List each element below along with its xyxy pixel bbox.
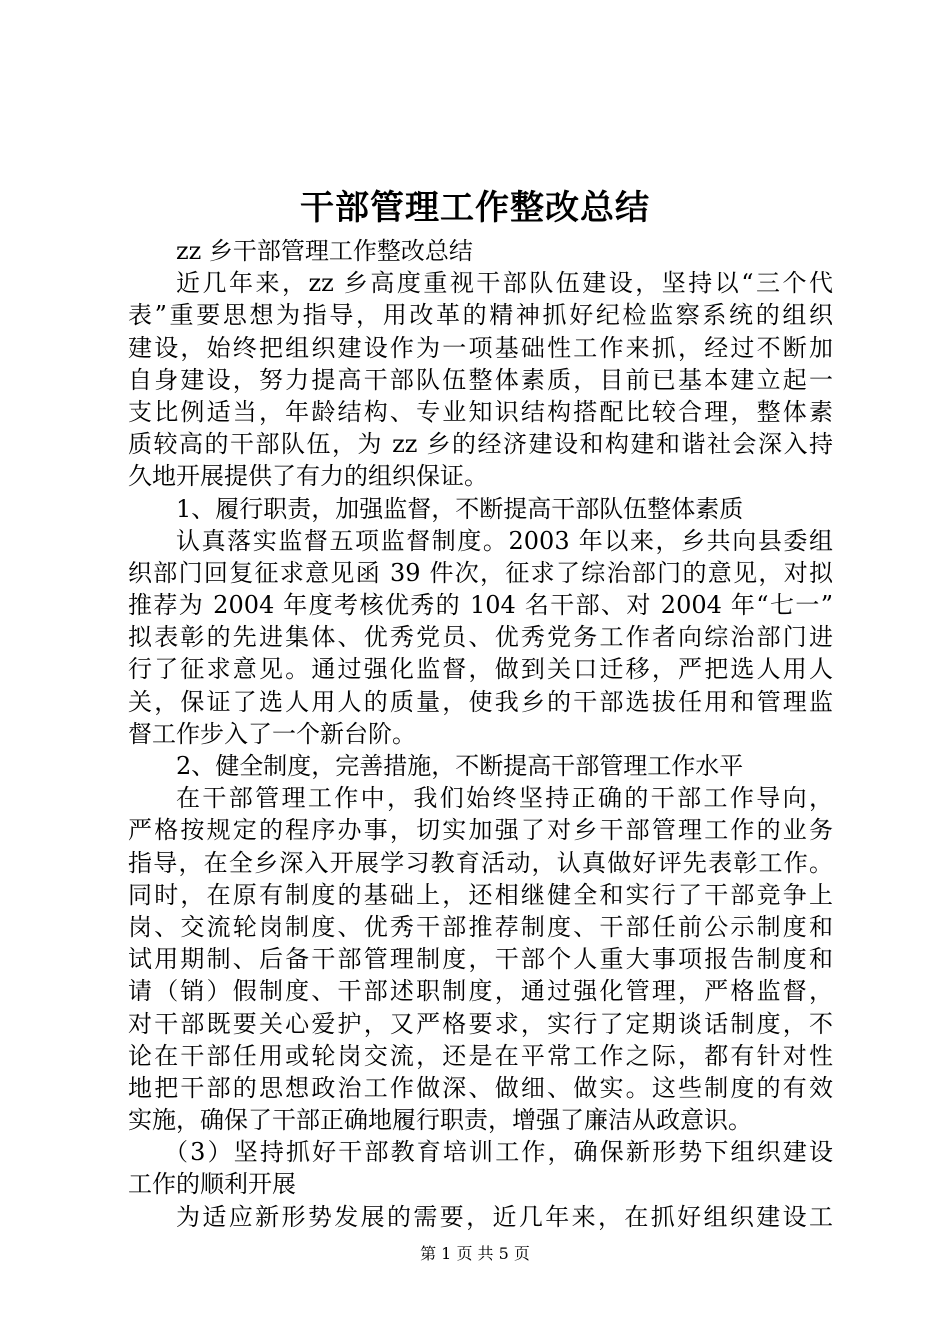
text-line: 自身建设，努力提高干部队伍整体素质，目前已基本建立起一 (128, 365, 833, 394)
text-line: 织部门回复征求意见函 39 件次，征求了综治部门的意见，对拟 (128, 558, 833, 587)
text-line: 试用期制、后备干部管理制度，干部个人重大事项报告制度和 (128, 945, 833, 974)
text-line: 认真落实监督五项监督制度。2003 年以来，乡共向县委组 (176, 526, 833, 555)
text-line: 请（销）假制度、干部述职制度，通过强化管理，严格监督， (128, 977, 833, 1006)
text-line: 关，保证了选人用人的质量，使我乡的干部选拔任用和管理监 (128, 687, 833, 716)
text-line: （3）坚持抓好干部教育培训工作，确保新形势下组织建设 (164, 1138, 833, 1167)
text-line: 严格按规定的程序办事，切实加强了对乡干部管理工作的业务 (128, 816, 833, 845)
text-line: 对干部既要关心爱护，又严格要求，实行了定期谈话制度，不 (128, 1009, 833, 1038)
text-line: 表”重要思想为指导，用改革的精神抓好纪检监察系统的组织 (128, 301, 833, 330)
text-line: 近几年来，zz 乡高度重视干部队伍建设，坚持以“三个代 (176, 269, 833, 298)
text-line: 指导，在全乡深入开展学习教育活动，认真做好评先表彰工作。 (128, 848, 833, 877)
text-line: 为适应新形势发展的需要，近几年来，在抓好组织建设工 (176, 1202, 833, 1231)
document-title: 干部管理工作整改总结 (300, 188, 650, 228)
text-line: 论在干部任用或轮岗交流，还是在平常工作之际，都有针对性 (128, 1041, 833, 1070)
text-line: 建设，始终把组织建设作为一项基础性工作来抓，经过不断加 (128, 333, 833, 362)
document-body (128, 235, 833, 1233)
text-line: 在干部管理工作中，我们始终坚持正确的干部工作导向， (176, 784, 833, 813)
text-line: 督工作步入了一个新台阶。 (128, 719, 416, 748)
text-line: 工作的顺利开展 (128, 1170, 296, 1199)
text-line: 推荐为 2004 年度考核优秀的 104 名干部、对 2004 年“七一” (128, 591, 833, 620)
text-line: 2、健全制度，完善措施，不断提高干部管理工作水平 (176, 752, 744, 780)
text-line: 质较高的干部队伍，为 zz 乡的经济建设和构建和谐社会深入持 (128, 430, 833, 459)
text-line: 地把干部的思想政治工作做深、做细、做实。这些制度的有效 (128, 1073, 833, 1102)
text-line: 同时，在原有制度的基础上，还相继健全和实行了干部竞争上 (128, 880, 833, 909)
page-footer: 第 1 页 共 5 页 (420, 1244, 530, 1263)
text-line: 支比例适当，年龄结构、专业知识结构搭配比较合理，整体素 (128, 397, 833, 426)
text-line: zz 乡干部管理工作整改总结 (176, 237, 473, 265)
text-line: 岗、交流轮岗制度、优秀干部推荐制度、干部任前公示制度和 (128, 912, 833, 941)
text-line: 拟表彰的先进集体、优秀党员、优秀党务工作者向综治部门进 (128, 623, 833, 652)
text-line: 久地开展提供了有力的组织保证。 (128, 462, 488, 491)
text-line: 1、履行职责，加强监督，不断提高干部队伍整体素质 (176, 494, 744, 523)
text-line: 行了征求意见。通过强化监督，做到关口迁移，严把选人用人 (128, 655, 833, 684)
text-line: 实施，确保了干部正确地履行职责，增强了廉洁从政意识。 (128, 1106, 752, 1135)
